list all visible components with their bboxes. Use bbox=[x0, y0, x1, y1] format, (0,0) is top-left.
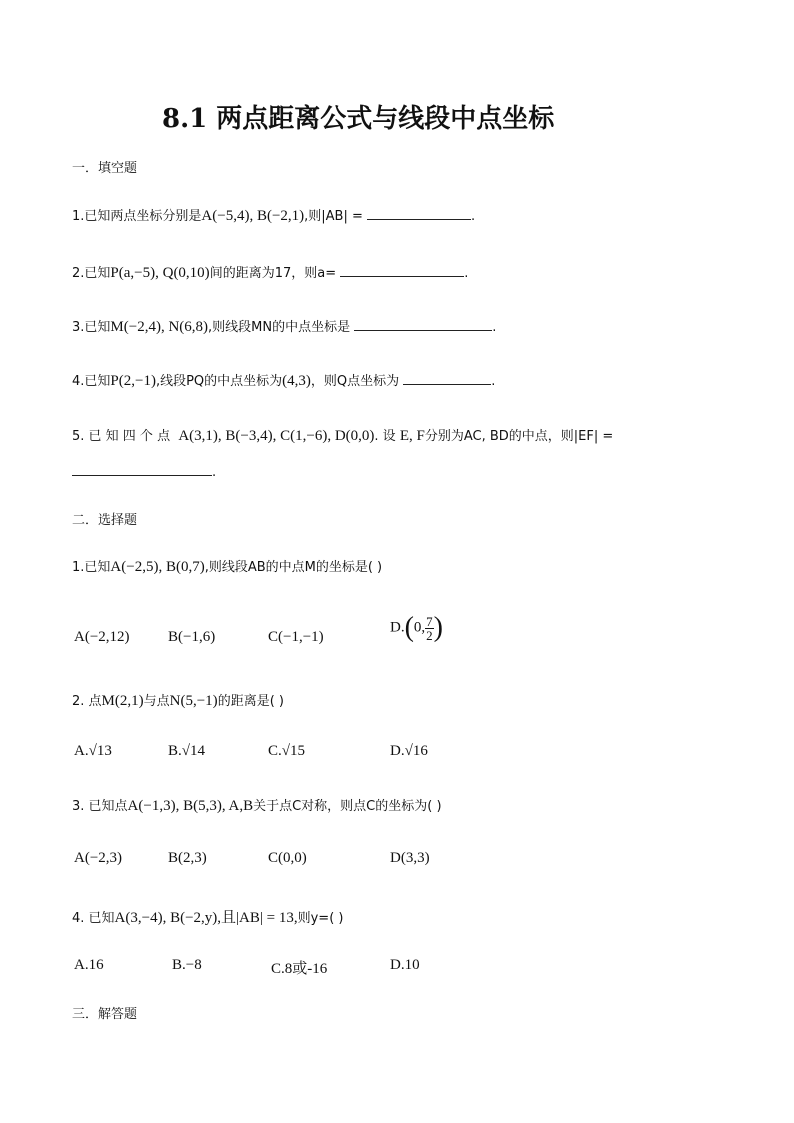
q-text: 4.已知 bbox=[72, 374, 111, 389]
q-math: M(−2,4), N(6,8) bbox=[110, 319, 209, 335]
fill-question-3 bbox=[72, 316, 496, 336]
option-b[interactable]: B(−1,6) bbox=[168, 629, 216, 645]
q-end: . bbox=[491, 374, 496, 389]
q-text: 关于点C对称，则点C的坐标为( ) bbox=[253, 799, 442, 814]
fraction-denominator: 2 bbox=[426, 627, 433, 643]
q-end: . bbox=[464, 266, 469, 281]
q-math: P(a,−5), Q(0,10) bbox=[110, 265, 210, 281]
option-d[interactable]: D(3,3) bbox=[390, 850, 430, 866]
q-text: 1.已知 bbox=[72, 560, 111, 575]
option-d-label: D. bbox=[390, 619, 405, 636]
answer-blank[interactable] bbox=[367, 205, 471, 220]
option-b[interactable]: B.√14 bbox=[168, 743, 205, 759]
q-text: 与点 bbox=[143, 694, 170, 709]
answer-blank[interactable] bbox=[340, 262, 464, 277]
q-end: . bbox=[492, 320, 497, 335]
option-c[interactable]: C.8或-16 bbox=[271, 961, 328, 977]
q-text: ,则线段MN的中点坐标是 bbox=[208, 320, 351, 335]
paren-right: ) bbox=[433, 612, 443, 643]
answer-blank[interactable] bbox=[403, 370, 491, 385]
q-text: 分别为AC, BD的中点，则|EF| = bbox=[424, 429, 614, 444]
q-math: P(2,−1) bbox=[110, 373, 156, 389]
q-text: 2.已知 bbox=[72, 266, 111, 281]
q-end: . bbox=[212, 465, 217, 480]
option-d[interactable] bbox=[390, 612, 443, 644]
option-c[interactable]: C(0,0) bbox=[268, 850, 307, 866]
q-math: E, F bbox=[399, 428, 425, 444]
fraction bbox=[425, 615, 434, 642]
option-c[interactable]: C(−1,−1) bbox=[268, 629, 324, 645]
q-math: ,且|AB| = 13, bbox=[217, 910, 298, 926]
q-math: A(3,1), B(−3,4), C(1,−6), D(0,0) bbox=[178, 428, 375, 444]
q-text: 3.已知 bbox=[72, 320, 111, 335]
option-d-value: 0, bbox=[413, 619, 426, 636]
fill-question-4 bbox=[72, 370, 495, 390]
choice-question-2 bbox=[72, 690, 284, 710]
choice-question-3 bbox=[72, 795, 442, 815]
q-text: 的距离是( ) bbox=[217, 694, 284, 709]
q-end: . bbox=[471, 209, 476, 224]
q-text: ，则Q点坐标为 bbox=[310, 374, 400, 389]
option-d[interactable]: D.10 bbox=[390, 957, 420, 973]
fill-question-2 bbox=[72, 262, 468, 282]
q-math: (4,3) bbox=[282, 373, 311, 389]
q-text: ,则线段AB的中点M的坐标是( ) bbox=[204, 560, 383, 575]
q-math: M(2,1) bbox=[101, 693, 144, 709]
q-text: 5. 已 知 四 个 点 bbox=[72, 429, 171, 444]
q-text: 2. 点 bbox=[72, 694, 102, 709]
fill-question-1 bbox=[72, 205, 475, 225]
page-title: 8.1 两点距离公式与线段中点坐标 bbox=[162, 104, 555, 134]
q-text: ,线段PQ的中点坐标为 bbox=[155, 374, 283, 389]
q-math: A(−1,3), B(5,3), A,B bbox=[127, 798, 254, 814]
section-heading-choice: 二．选择题 bbox=[72, 513, 138, 528]
paren-left: ( bbox=[404, 612, 414, 643]
q-text: 间的距离为17，则a= bbox=[209, 266, 337, 281]
q-text: 则y=( ) bbox=[297, 911, 344, 926]
section-heading-solve: 三．解答题 bbox=[72, 1007, 138, 1022]
option-a[interactable]: A(−2,3) bbox=[74, 850, 123, 866]
q-math: A(−5,4), B(−2,1) bbox=[201, 208, 305, 224]
q-text: 4. 已知 bbox=[72, 911, 115, 926]
q-text: ,则|AB| = bbox=[304, 209, 363, 224]
q-text: 3. 已知点 bbox=[72, 799, 128, 814]
answer-blank[interactable] bbox=[354, 316, 492, 331]
option-a[interactable]: A.√13 bbox=[74, 743, 112, 759]
answer-blank[interactable] bbox=[72, 461, 212, 476]
option-a[interactable]: A.16 bbox=[74, 957, 104, 973]
option-c[interactable]: C.√15 bbox=[268, 743, 305, 759]
section-heading-fill: 一．填空题 bbox=[72, 161, 138, 176]
option-b[interactable]: B(2,3) bbox=[168, 850, 207, 866]
choice-question-1 bbox=[72, 556, 382, 576]
q-text: . 设 bbox=[374, 429, 396, 444]
option-b[interactable]: B.−8 bbox=[172, 957, 202, 973]
fraction-numerator: 7 bbox=[426, 613, 433, 629]
q-text: 1.已知两点坐标分别是 bbox=[72, 209, 202, 224]
option-d[interactable]: D.√16 bbox=[390, 743, 428, 759]
q-math: N(5,−1) bbox=[169, 693, 218, 709]
fill-question-5-blank bbox=[72, 461, 216, 480]
option-a[interactable]: A(−2,12) bbox=[74, 629, 130, 645]
fill-question-5 bbox=[72, 425, 613, 445]
q-math: A(−2,5), B(0,7) bbox=[110, 559, 205, 575]
q-math: A(3,−4), B(−2,y) bbox=[114, 910, 218, 926]
choice-question-4 bbox=[72, 906, 343, 927]
